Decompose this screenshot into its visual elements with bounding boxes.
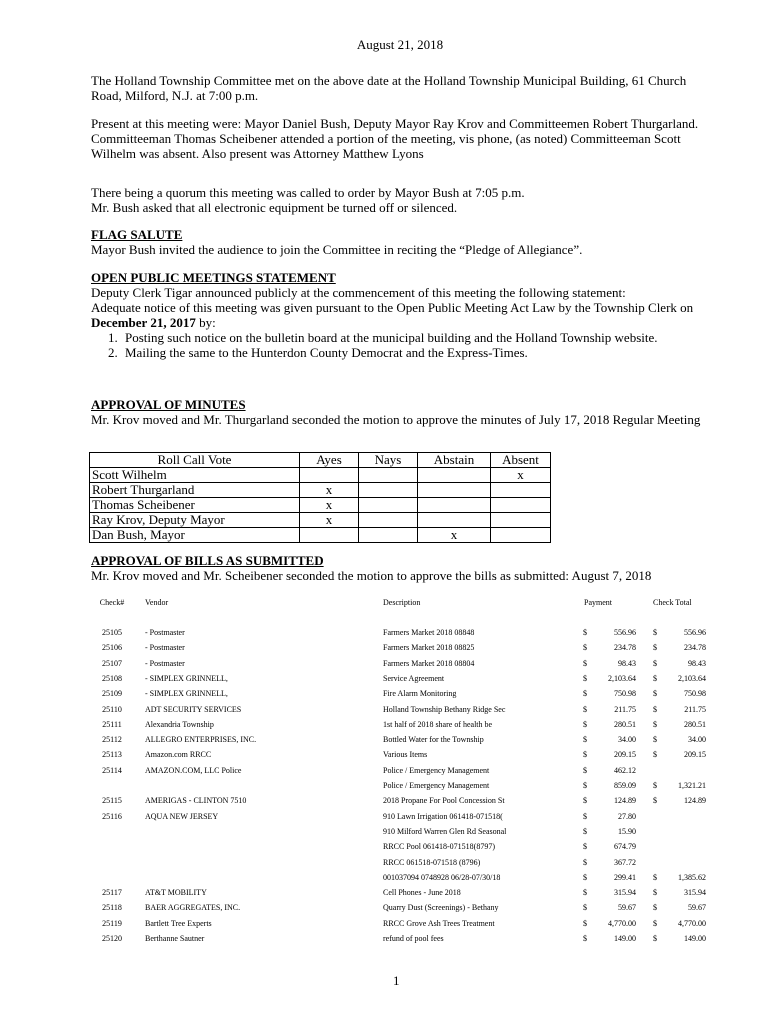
nays-header: Nays (359, 453, 418, 468)
bill-description: Police / Emergency Management (383, 781, 490, 790)
vote-cell: x (491, 468, 551, 483)
abstain-header: Abstain (418, 453, 491, 468)
check-total: 2,103.64 (678, 673, 706, 683)
payment-currency: $ (583, 643, 587, 653)
intro-paragraph (91, 73, 701, 103)
bill-row (91, 919, 731, 929)
bill-row (91, 750, 731, 760)
bill-row (91, 689, 731, 699)
intro-text: The Holland Township Committee met on the above date at the Holland Township Municipal Building, 61 Church Road, Milford, N.J. at 7:00 p.m. (91, 73, 687, 103)
bill-row (91, 796, 731, 806)
vote-cell (418, 498, 491, 513)
roll-call-row (90, 468, 551, 483)
check-total: 59.67 (688, 903, 706, 913)
bills-text: Mr. Krov moved and Mr. Scheibener seconded the motion to approve the bills as submitted: August 7, 2018 (91, 568, 652, 583)
vendor-name: AMAZON.COM, LLC Police (145, 765, 242, 775)
total-currency: $ (653, 918, 657, 928)
vote-cell (491, 528, 551, 543)
payment-amount: 98.43 (618, 658, 636, 668)
total-currency: $ (653, 689, 657, 699)
vendor-name: AMERIGAS - CLINTON 7510 (145, 796, 247, 806)
bill-row (91, 903, 731, 913)
payment-currency: $ (583, 781, 587, 790)
payment-amount: 211.75 (614, 704, 636, 714)
payment-currency: $ (583, 903, 587, 913)
bill-description: 001037094 0748928 06/28-07/30/18 (383, 872, 501, 882)
roll-call-table (89, 452, 551, 543)
vote-cell (359, 483, 418, 498)
check-total: 315.94 (684, 888, 706, 898)
bill-description: RRCC 061518-071518 (8796) (383, 857, 481, 867)
vendor-name: AQUA NEW JERSEY (145, 811, 219, 821)
bill-description: 910 Milford Warren Glen Rd Seasonal (383, 826, 507, 836)
check-total: 209.15 (684, 750, 706, 760)
bill-description: Bottled Water for the Township (383, 735, 484, 745)
bill-row (91, 842, 731, 852)
check-total: 280.51 (684, 719, 706, 729)
total-currency: $ (653, 781, 657, 790)
check-total: 4,770.00 (678, 918, 706, 928)
member-name: Thomas Scheibener (90, 498, 300, 513)
bills-header-row (91, 598, 731, 608)
vote-cell (359, 528, 418, 543)
payment-currency: $ (583, 857, 587, 867)
roll-call-row (90, 513, 551, 528)
bill-row (91, 705, 731, 715)
opma-text: Deputy Clerk Tigar announced publicly at the commencement of this meeting the following statement: (91, 285, 626, 300)
payment-amount: 280.51 (614, 719, 636, 729)
electronics-text: Mr. Bush asked that all electronic equipment be turned off or silenced. (91, 200, 458, 215)
payment-amount: 234.78 (614, 643, 636, 653)
meeting-date: August 21, 2018 (356, 37, 444, 52)
bill-description: 910 Lawn Irrigation 061418-071518( (383, 811, 503, 821)
opma-list (91, 330, 701, 360)
check-total: 750.98 (684, 689, 706, 699)
payment-currency: $ (583, 750, 587, 760)
bill-row (91, 674, 731, 684)
opma-heading: OPEN PUBLIC MEETINGS STATEMENT (91, 270, 336, 285)
payment-amount: 59.67 (618, 903, 636, 913)
bill-description: 2018 Propane For Pool Concession St (383, 796, 505, 806)
vendor-header: Vendor (145, 598, 169, 607)
check-number: 25115 (102, 796, 122, 806)
vote-cell (491, 513, 551, 528)
vote-cell (359, 513, 418, 528)
check-number: 25120 (102, 934, 122, 943)
total-currency: $ (653, 719, 657, 729)
payment-currency: $ (583, 689, 587, 699)
bill-description: RRCC Pool 061418-071518(8797) (383, 842, 496, 852)
total-currency: $ (653, 903, 657, 913)
check-number: 25118 (102, 903, 122, 913)
payment-amount: 315.94 (614, 888, 636, 898)
vote-cell (491, 498, 551, 513)
total-currency: $ (653, 888, 657, 898)
payment-currency: $ (583, 658, 587, 668)
payment-amount: 859.09 (614, 781, 636, 790)
vote-cell (418, 483, 491, 498)
bill-description: Police / Emergency Management (383, 765, 490, 775)
roll-call-row (90, 483, 551, 498)
bill-row (91, 766, 731, 776)
bill-description: Farmers Market 2018 08825 (383, 643, 475, 653)
opma-list-item: 1. Posting such notice on the bulletin board at the municipal building and the Holland Township website. (121, 330, 701, 345)
member-name: Scott Wilhelm (90, 468, 300, 483)
payment-currency: $ (583, 673, 587, 683)
vendor-name: - Postmaster (145, 658, 185, 668)
vendor-name: ADT SECURITY SERVICES (145, 704, 242, 714)
bill-description: RRCC Grove Ash Trees Treatment (383, 918, 495, 928)
bill-row (91, 858, 731, 868)
check-total: 211.75 (684, 704, 706, 714)
check-total: 556.96 (684, 628, 706, 637)
total-currency: $ (653, 934, 657, 943)
roll-call-row (90, 498, 551, 513)
vendor-name: ALLEGRO ENTERPRISES, INC. (145, 735, 257, 745)
bill-row (91, 659, 731, 669)
total-currency: $ (653, 673, 657, 683)
payment-amount: 750.98 (614, 689, 636, 699)
vendor-name: BAER AGGREGATES, INC. (145, 903, 241, 913)
total-currency: $ (653, 750, 657, 760)
bill-description: Holland Township Bethany Ridge Sec (383, 704, 506, 714)
payment-currency: $ (583, 719, 587, 729)
payment-currency: $ (583, 842, 587, 852)
vote-cell: x (418, 528, 491, 543)
vendor-name: - SIMPLEX GRINNELL, (145, 673, 228, 683)
bills-section (91, 553, 701, 583)
payment-currency: $ (583, 704, 587, 714)
check-total: 98.43 (688, 658, 706, 668)
payment-currency: $ (583, 811, 587, 821)
bill-description: Farmers Market 2018 08804 (383, 658, 475, 668)
member-name: Robert Thurgarland (90, 483, 300, 498)
check-number: 25111 (102, 719, 122, 729)
roll-call-header-row (90, 453, 551, 468)
bill-row (91, 873, 731, 883)
opma-notice-text (91, 300, 701, 330)
payment-currency: $ (583, 918, 587, 928)
payment-amount: 27.80 (618, 811, 636, 821)
minutes-section (91, 397, 701, 427)
roll-call-row (90, 528, 551, 543)
payment-currency: $ (583, 826, 587, 836)
payment-amount: 299.41 (614, 872, 636, 882)
ayes-header: Ayes (300, 453, 359, 468)
quorum-paragraph (91, 185, 701, 215)
payment-currency: $ (583, 934, 587, 943)
bill-row (91, 934, 731, 944)
payment-header: Payment (584, 598, 612, 607)
check-number: 25116 (102, 811, 122, 821)
opma-list-item: 2. Mailing the same to the Hunterdon County Democrat and the Express-Times. (121, 345, 701, 360)
opma-section (91, 270, 701, 360)
bill-row (91, 827, 731, 837)
check-number: 25117 (102, 888, 122, 898)
vendor-name: Amazon.com RRCC (145, 750, 212, 760)
quorum-text: There being a quorum this meeting was called to order by Mayor Bush at 7:05 p.m. (91, 185, 525, 200)
check-number: 25107 (102, 658, 122, 668)
opma-notice-date: December 21, 2017 (91, 315, 196, 330)
check-total: 124.89 (684, 796, 706, 806)
check-total: 34.00 (688, 735, 706, 745)
check-number: 25109 (102, 689, 122, 699)
opma-notice-before: Adequate notice of this meeting was given pursuant to the Open Public Meeting Act Law by the Township Clerk on (91, 300, 694, 315)
bill-description: 1st half of 2018 share of health be (383, 719, 493, 729)
check-number: 25113 (102, 750, 122, 760)
vendor-name: - Postmaster (145, 628, 185, 637)
bill-row (91, 628, 731, 638)
payment-currency: $ (583, 872, 587, 882)
payment-amount: 4,770.00 (608, 918, 636, 928)
bill-description: Various Items (383, 750, 428, 760)
check-number: 25108 (102, 673, 122, 683)
check-total: 1,321.21 (678, 781, 706, 790)
check-number: 25112 (102, 735, 122, 745)
bill-row (91, 781, 731, 791)
bill-row (91, 720, 731, 730)
page-number: 1 (393, 973, 400, 988)
absent-header: Absent (491, 453, 551, 468)
total-currency: $ (653, 658, 657, 668)
payment-amount: 2,103.64 (608, 673, 636, 683)
bill-description: Farmers Market 2018 08848 (383, 628, 475, 637)
total-currency: $ (653, 628, 657, 637)
check-number: 25110 (102, 704, 122, 714)
vendor-name: Berthanne Sautner (145, 934, 205, 943)
payment-amount: 462.12 (614, 765, 636, 775)
payment-amount: 149.00 (614, 934, 636, 943)
bill-description: Fire Alarm Monitoring (383, 689, 457, 699)
vote-cell: x (300, 483, 359, 498)
payment-currency: $ (583, 796, 587, 806)
total-currency: $ (653, 643, 657, 653)
vote-cell (300, 528, 359, 543)
payment-amount: 556.96 (614, 628, 636, 637)
flag-salute-heading: FLAG SALUTE (91, 227, 183, 242)
total-currency: $ (653, 735, 657, 745)
check-number: 25105 (102, 628, 122, 637)
minutes-text: Mr. Krov moved and Mr. Thurgarland seconded the motion to approve the minutes of July 17, 2018 Regular Meeting (91, 412, 701, 427)
payment-amount: 34.00 (618, 735, 636, 745)
check-number: 25106 (102, 643, 122, 653)
flag-salute-text: Mayor Bush invited the audience to join the Committee in reciting the “Pledge of Allegiance”. (91, 242, 583, 257)
payment-amount: 15.90 (618, 826, 636, 836)
total-currency: $ (653, 704, 657, 714)
bill-row (91, 812, 731, 822)
payment-currency: $ (583, 735, 587, 745)
bill-description: Quarry Dust (Screenings) - Bethany (383, 903, 499, 913)
check-total: 149.00 (684, 934, 706, 943)
minutes-heading: APPROVAL OF MINUTES (91, 397, 246, 412)
description-header: Description (383, 598, 421, 607)
check-total: 1,385.62 (678, 872, 706, 882)
vote-cell (418, 468, 491, 483)
present-text: Present at this meeting were: Mayor Daniel Bush, Deputy Mayor Ray Krov and Committeemen Robert Thurgarland. Committeeman Thomas Scheibener attended a portion of the meeting, vis phone, (as noted) Committeeman Scott Wilhelm was absent. Also present was Attorney Matthew Lyons (91, 116, 699, 161)
payment-currency: $ (583, 765, 587, 775)
vendor-name: - Postmaster (145, 643, 185, 653)
vote-cell (300, 468, 359, 483)
bill-description: Service Agreement (383, 673, 445, 683)
member-name: Ray Krov, Deputy Mayor (90, 513, 300, 528)
roll-call-header: Roll Call Vote (90, 453, 300, 468)
payment-currency: $ (583, 628, 587, 637)
vote-cell (491, 483, 551, 498)
present-paragraph (91, 116, 701, 161)
bill-row (91, 643, 731, 653)
vote-cell (359, 468, 418, 483)
vendor-name: Bartlett Tree Experts (145, 918, 212, 928)
vote-cell (359, 498, 418, 513)
check-number: 25119 (102, 918, 122, 928)
total-currency: $ (653, 796, 657, 806)
vote-cell: x (300, 498, 359, 513)
vote-cell (418, 513, 491, 528)
payment-amount: 209.15 (614, 750, 636, 760)
vendor-name: Alexandria Township (145, 719, 214, 729)
vendor-name: - SIMPLEX GRINNELL, (145, 689, 228, 699)
payment-amount: 124.89 (614, 796, 636, 806)
check-total: 234.78 (684, 643, 706, 653)
bill-description: refund of pool fees (383, 934, 444, 943)
check-total-header: Check Total (653, 598, 692, 607)
payment-currency: $ (583, 888, 587, 898)
check-number: 25114 (102, 765, 122, 775)
flag-salute-section (91, 227, 701, 257)
payment-amount: 674.79 (614, 842, 636, 852)
opma-notice-after: by: (195, 315, 216, 330)
payment-amount: 367.72 (614, 857, 636, 867)
bill-description: Cell Phones - June 2018 (383, 888, 461, 898)
bill-row (91, 888, 731, 898)
vote-cell: x (300, 513, 359, 528)
member-name: Dan Bush, Mayor (90, 528, 300, 543)
bill-row (91, 735, 731, 745)
bills-heading: APPROVAL OF BILLS AS SUBMITTED (91, 553, 324, 568)
check-header: Check# (99, 598, 125, 607)
vendor-name: AT&T MOBILITY (145, 888, 207, 898)
total-currency: $ (653, 872, 657, 882)
